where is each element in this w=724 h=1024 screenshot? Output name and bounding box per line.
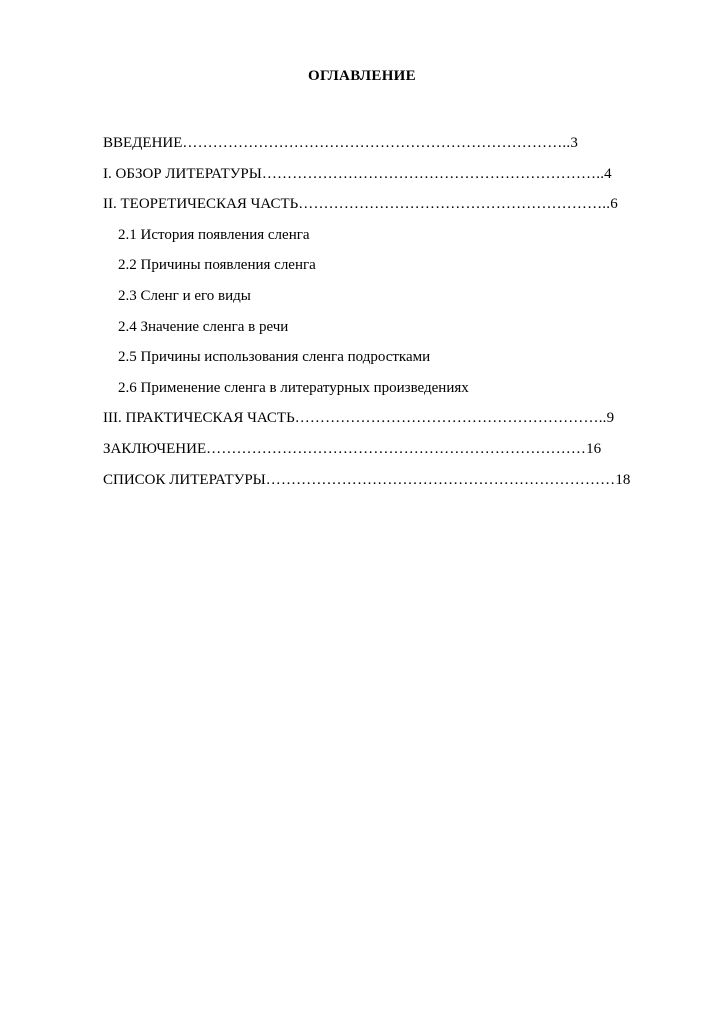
toc-item-leader: ………………………………………………………………….. xyxy=(182,135,571,151)
toc-subitem-label: 2.3 Сленг и его виды xyxy=(118,287,251,304)
table-of-contents xyxy=(103,128,648,495)
toc-item-label: III. ПРАКТИЧЕСКАЯ ЧАСТЬ xyxy=(103,410,295,427)
toc-subitem[interactable] xyxy=(103,281,648,312)
toc-item-page: 9 xyxy=(606,410,615,427)
toc-item-label: СПИСОК ЛИТЕРАТУРЫ xyxy=(103,471,266,488)
toc-subitem-label: 2.2 Причины появления сленга xyxy=(118,257,316,274)
toc-subitem-label: 2.1 История появления сленга xyxy=(118,226,310,243)
toc-item-page: 4 xyxy=(604,165,612,182)
toc-subitem[interactable] xyxy=(103,373,648,404)
toc-subitem[interactable] xyxy=(103,250,648,281)
toc-subitem-label: 2.4 Значение сленга в речи xyxy=(118,318,289,335)
toc-subitem-label: 2.6 Применение сленга в литературных произведениях xyxy=(118,379,469,396)
page-title: ОГЛАВЛЕНИЕ xyxy=(308,68,416,84)
toc-item-leader: …………………………………………………….. xyxy=(294,410,607,427)
toc-item-page: 16 xyxy=(586,440,602,457)
toc-item-label: ВВЕДЕНИЕ xyxy=(103,135,183,151)
toc-subitem-label: 2.5 Причины использования сленга подростками xyxy=(118,349,431,366)
toc-item[interactable] xyxy=(103,434,648,465)
toc-item[interactable] xyxy=(103,403,648,434)
toc-item-label: II. ТЕОРЕТИЧЕСКАЯ ЧАСТЬ xyxy=(103,196,299,213)
toc-item-page: 3 xyxy=(570,135,578,151)
toc-item-leader: …………………………………………………………… xyxy=(265,471,616,488)
toc-item-leader: ………………………………………………………….. xyxy=(261,165,605,182)
toc-item-page: 18 xyxy=(615,471,631,488)
toc-item[interactable] xyxy=(103,189,648,220)
toc-item-page: 6 xyxy=(610,196,618,213)
toc-item[interactable] xyxy=(103,465,648,496)
toc-item-leader: …………………………………………………….. xyxy=(298,196,611,213)
toc-subitem[interactable] xyxy=(103,342,648,373)
toc-item-label: I. ОБЗОР ЛИТЕРАТУРЫ xyxy=(103,165,262,182)
toc-item-leader: ………………………………………………………………… xyxy=(206,440,587,457)
toc-subitem[interactable] xyxy=(103,220,648,251)
toc-item-label: ЗАКЛЮЧЕНИЕ xyxy=(103,440,207,457)
toc-subitem[interactable] xyxy=(103,312,648,343)
toc-item[interactable] xyxy=(103,159,648,190)
toc-item[interactable] xyxy=(103,128,648,159)
